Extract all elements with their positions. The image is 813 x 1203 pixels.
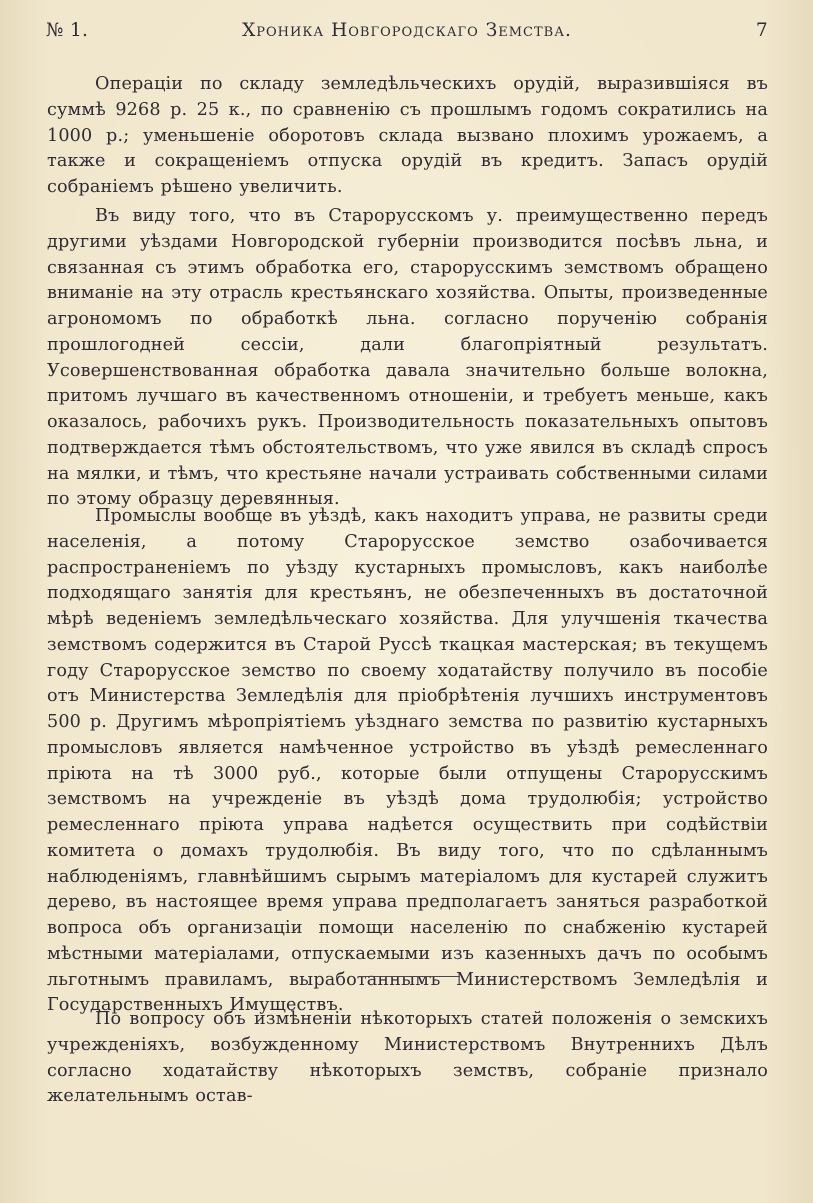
paragraph-zemstvo-regulations xyxy=(47,1007,768,1110)
running-header xyxy=(46,20,768,46)
paragraph-tools-warehouse xyxy=(47,72,768,201)
paragraph-crafts xyxy=(47,504,768,1019)
paragraph-text: Операцiи по складу земледѣльческихъ орудiй, выразившiяся въ суммѣ 9268 р. 25 к., по сравненiю съ прошлымъ годомъ сократились на 1000 р.; уменьшенiе оборотовъ склада вызвано плохимъ урожаемъ, а также и сокращенiемъ отпуска орудiй въ кредитъ. Запасъ орудiй собранiемъ рѣшено увеличить. xyxy=(47,74,768,197)
page-number: 7 xyxy=(755,20,768,41)
paragraph-text: Въ виду того, что въ Старорусскомъ у. преимущественно передъ другими уѣздами Новгородской губернiи производится посѣвъ льна, и связанная съ этимъ обработка его, старорусскимъ земствомъ обращено вниманiе на эту отрасль крестьянскаго хозяйства. Опыты, произведенные агрономомъ по обработкѣ льна. согласно порученiю собранiя прошлогодней сессiи, дали благопрiятный результатъ. Усовершенствованная обработка давала значительно больше волокна, притомъ лучшаго въ качественномъ отношенiи, и требуетъ меньше, какъ оказалось, рабочихъ рукъ. Производительность показательныхъ опытовъ подтверждается тѣмъ обстоятельствомъ, что уже явился въ складѣ спросъ на мялки, и тѣмъ, что крестьяне начали устраивать собственными силами по этому образцу деревянныя. xyxy=(47,206,768,510)
issue-number: № 1. xyxy=(46,20,89,41)
paragraph-text: По вопросу объ измѣненiи нѣкоторыхъ статей положенiя о земскихъ учрежденiяхъ, возбужденному Министерствомъ Внутреннихъ Дѣлъ согласно ходатайству нѣкоторыхъ земствъ, собранiе признало желательнымъ остав- xyxy=(47,1009,768,1107)
paragraph-text: Промыслы вообще въ уѣздѣ, какъ находитъ управа, не развиты среди населенiя, а потому Старорусское земство озабочивается распространенiемъ по уѣзду кустарныхъ промысловъ, какъ наиболѣе подходящаго занятiя для крестьянъ, не обезпеченныхъ въ достаточной мѣрѣ веденiемъ земледѣльческаго хозяйства. Для улучшенiя ткачества земствомъ содержится въ Старой Руссѣ ткацкая мастерская; въ текущемъ году Старорусское земство по своему ходатайству получило въ пособiе отъ Министерства Земледѣлiя для прiобрѣтенiя лучшихъ инструментовъ 500 р. Другимъ мѣропрiятiемъ уѣзднаго земства по развитiю кустарныхъ промысловъ является намѣченное устройство въ уѣздѣ ремесленнаго прiюта на тѣ 3000 руб., которые были отпущены Старорусскимъ земствомъ на учрежденiе въ уѣздѣ дома трудолюбiя; устройство ремесленнаго прiюта управа надѣется осуществить при содѣйствiи комитета о домахъ трудолюбiя. Въ виду того, что по сдѣланнымъ наблюденiямъ, главнѣйшимъ сырымъ матерiаломъ для кустарей служитъ дерево, въ настоящее время управа предполагаетъ заняться разработкой вопроса объ организацiи помощи населенiю по снабженiю кустарей мѣстными матерiалами, отпускаемыми изъ казенныхъ дачъ по особымъ льготнымъ правиламъ, выработаннымъ Министерствомъ Земледѣлiя и Государственныхъ Имуществъ. xyxy=(47,506,768,1016)
running-title: Хроника Новгородскаго Земства. xyxy=(242,20,572,41)
paragraph-flax-processing xyxy=(47,204,768,513)
section-divider xyxy=(358,976,460,977)
